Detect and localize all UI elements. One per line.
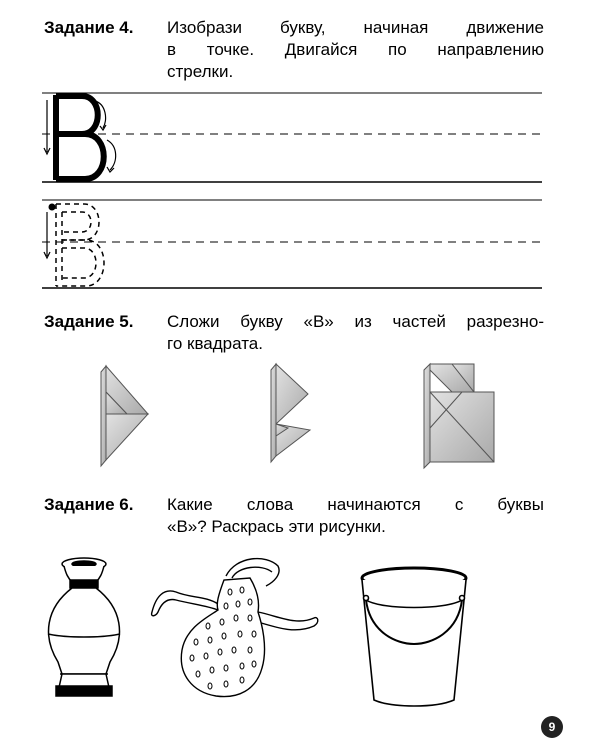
task-6-line-1: Какие слова начинаются с буквы	[167, 495, 544, 514]
task-5-line-1: Сложи букву «В» из частей разрезно-	[167, 312, 544, 331]
puzzle-shape-1	[101, 366, 148, 466]
task-6-instruction	[167, 494, 544, 538]
bucket-icon	[352, 560, 482, 710]
task-5-line-2: го квадрата.	[167, 334, 263, 353]
task-4-line-2: в точке. Двигайся по направлению	[167, 40, 544, 59]
task-4-line-3: стрелки.	[167, 62, 234, 81]
task-6-label: Задание 6.	[44, 495, 134, 514]
puzzle-shape-2	[271, 364, 310, 462]
apron-icon	[146, 556, 326, 706]
page-number: 9	[541, 716, 563, 738]
task-5-label: Задание 5.	[44, 312, 134, 331]
task-6-line-2: «В»? Раскрась эти рисунки.	[167, 517, 386, 536]
puzzle-shape-3	[424, 364, 494, 468]
task-4-label: Задание 4.	[44, 18, 134, 37]
task-4-line-1: Изобрази букву, начиная движение	[167, 18, 544, 37]
vase-icon	[36, 556, 136, 706]
